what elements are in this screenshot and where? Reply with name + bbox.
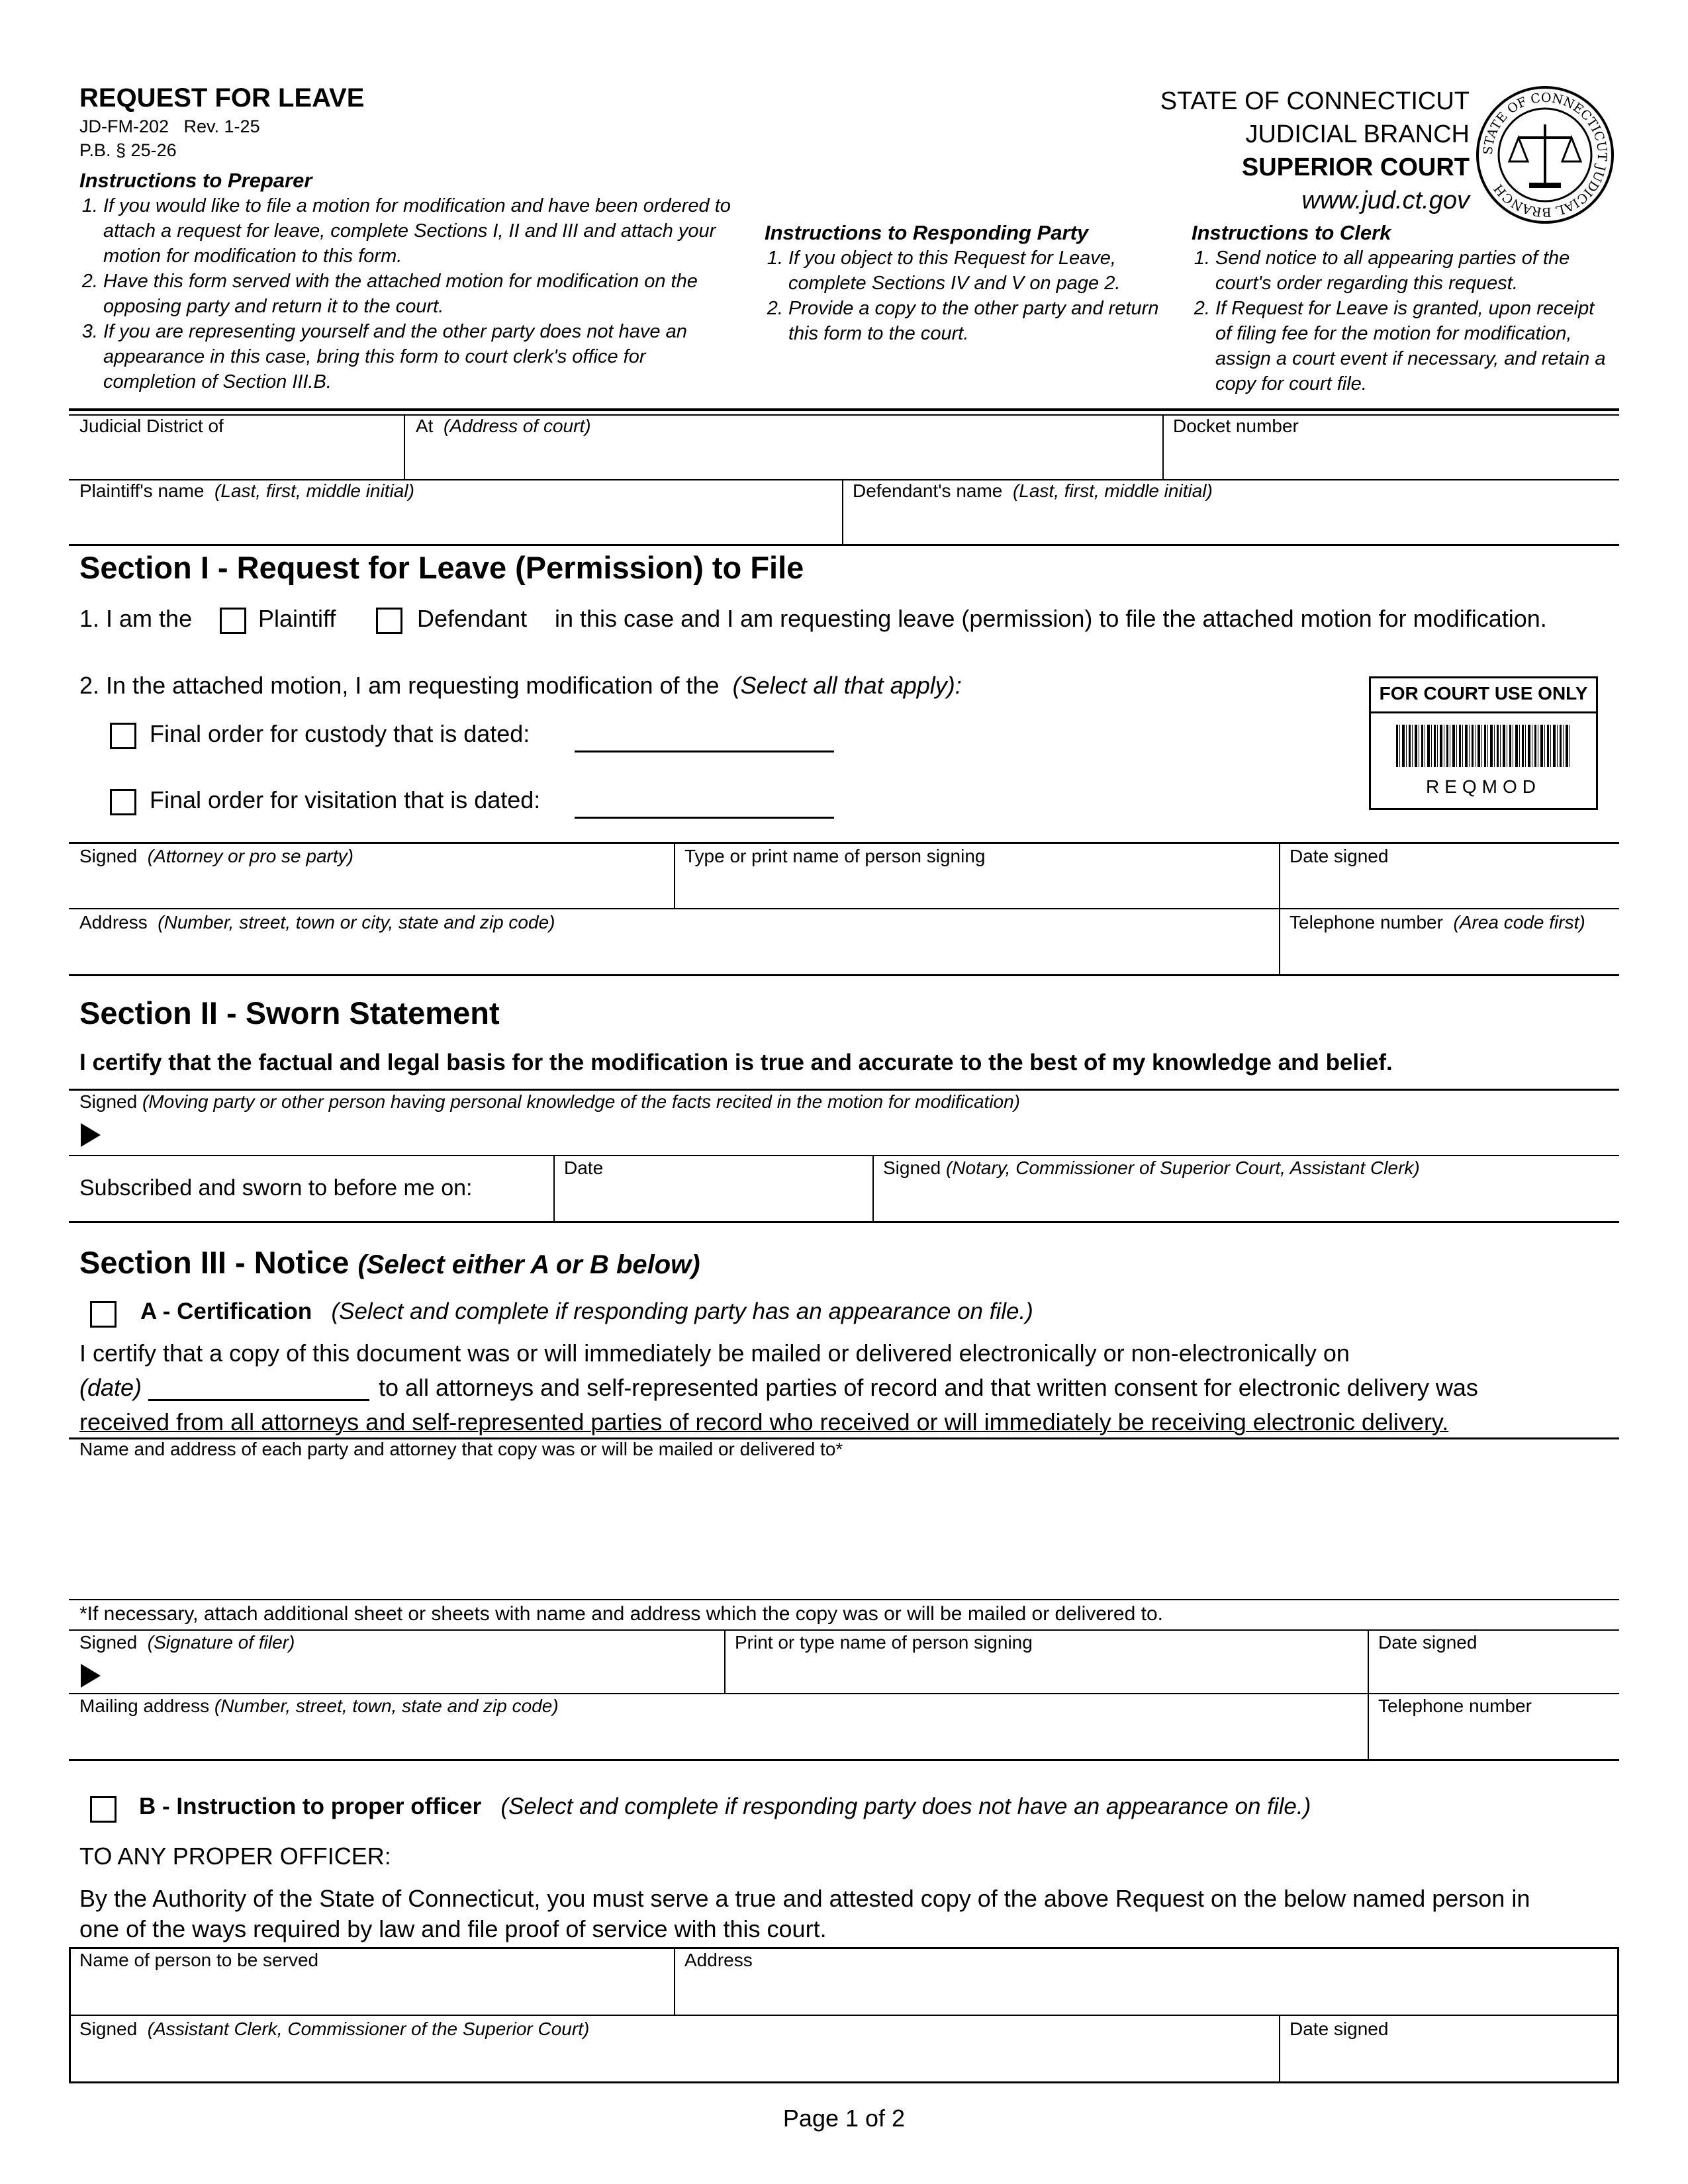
recipients-field[interactable]: [69, 1437, 1619, 1599]
docket-label: Docket number: [1173, 416, 1299, 436]
preparer-instruction: 1. If you would like to file a motion for modification and have been ordered to attach a request for leave, complete Sections I, II and III and attach your motion for modification to this form.: [103, 193, 741, 269]
responding-instruction: 1. If you object to this Request for Leave, complete Sections IV and V on page 2.: [788, 246, 1162, 296]
plaintiff-label-text: Plaintiff's name: [79, 480, 205, 501]
served-address-label: Address: [684, 1950, 753, 1970]
visitation-date-field[interactable]: [575, 817, 834, 819]
seal-text: STATE OF CONNECTICUT JUDICIAL BRANCH: [1480, 90, 1610, 220]
section-2-title: Section II - Sworn Statement: [79, 995, 500, 1030]
filer-signed-hint: (Signature of filer): [147, 1632, 295, 1653]
barcode: [1396, 725, 1571, 767]
served-address-field[interactable]: [675, 1948, 1618, 2015]
mailing-label-text: Mailing address: [79, 1696, 210, 1716]
notary-label: [883, 1158, 1420, 1179]
responding-instruction: 2. Provide a copy to the other party and return this form to the court.: [788, 296, 1162, 346]
filer-telephone-label: Telephone number: [1378, 1696, 1532, 1716]
notary-label-text: Signed: [883, 1158, 941, 1178]
address-label: [79, 912, 555, 933]
clerk-signed-label-text: Signed: [79, 2019, 138, 2039]
signed-hint: (Attorney or pro se party): [147, 846, 353, 866]
form-title: REQUEST FOR LEAVE: [79, 83, 365, 113]
visitation-checkbox[interactable]: [110, 789, 136, 815]
certification-date-label: (date): [79, 1374, 142, 1401]
barcode-text: REQMOD: [1426, 776, 1541, 797]
authority-text-2: one of the ways required by law and file proof of service with this court.: [79, 1915, 827, 1942]
filer-telephone-field[interactable]: [1369, 1693, 1619, 1759]
divider: [69, 1599, 1619, 1600]
divider: [69, 544, 1619, 546]
court-address-label: [416, 416, 591, 437]
authority-text-1: By the Authority of the State of Connecticut, you must serve a true and attested copy of the above Request on the below named person in: [79, 1885, 1530, 1912]
page-number: Page 1 of 2: [782, 2105, 906, 2132]
instructions-responding: [765, 220, 1162, 346]
sworn-signed-hint: (Moving party or other person having personal knowledge of the facts recited in the motion for modification): [142, 1091, 1021, 1112]
branch-name: JUDICIAL BRANCH: [1245, 120, 1470, 148]
clerk-signature-field[interactable]: [70, 2016, 1279, 2082]
q2-hint: (Select all that apply):: [732, 672, 962, 699]
date-signed-label: Date signed: [1289, 846, 1389, 866]
q1-suffix: in this case and I am requesting leave (permission) to file the attached motion for modification.: [555, 605, 1547, 632]
defendant-checkbox[interactable]: [376, 608, 402, 634]
option-a-title: A - Certification: [140, 1298, 312, 1324]
plaintiff-label: [79, 480, 414, 502]
visitation-option-label: Final order for visitation that is dated:: [150, 786, 541, 813]
court-name: SUPERIOR COURT: [1241, 154, 1470, 181]
person-served-label: Name of person to be served: [79, 1950, 319, 1970]
notary-hint: (Notary, Commissioner of Superior Court, Assistant Clerk): [945, 1158, 1420, 1178]
date-signed-field[interactable]: [1280, 842, 1619, 908]
certification-text-2: to all attorneys and self-represented parties of record and that written consent for electronic delivery was: [379, 1374, 1478, 1401]
defendant-label-text: Defendant's name: [853, 480, 1003, 501]
practice-book-ref: P.B. § 25-26: [79, 140, 177, 160]
clerk-signed-label: [79, 2019, 589, 2040]
instructions-preparer: [79, 168, 741, 394]
judicial-district-label: Judicial District of: [79, 416, 224, 436]
certification-checkbox[interactable]: [90, 1301, 117, 1328]
sworn-signature-field[interactable]: [69, 1089, 1619, 1155]
certification-text-1: I certify that a copy of this document was or will immediately be mailed or delivered electronically or non-electronically on: [79, 1340, 1350, 1367]
mailing-hint: (Number, street, town, state and zip code): [214, 1696, 559, 1716]
certification-text-3: received from all attorneys and self-represented parties of record who received or will immediately be receiving electronic delivery.: [79, 1408, 1449, 1435]
telephone-label: [1289, 912, 1585, 933]
clerk-date-label: Date signed: [1289, 2019, 1389, 2039]
address-label-text: Address: [79, 912, 148, 933]
recipients-label: Name and address of each party and attorney that copy was or will be mailed or delivered to*: [79, 1439, 843, 1459]
custody-checkbox[interactable]: [110, 723, 136, 749]
clerk-date-field[interactable]: [1280, 2016, 1618, 2082]
plaintiff-checkbox[interactable]: [220, 608, 246, 634]
section-3-title: [79, 1244, 700, 1281]
signed-label-text: Signed: [79, 846, 138, 866]
option-a-hint: (Select and complete if responding party has an appearance on file.): [331, 1298, 1033, 1324]
filer-signed-label: [79, 1632, 295, 1653]
sworn-signed-label: [79, 1091, 1020, 1113]
sworn-signed-label-text: Signed: [79, 1091, 138, 1112]
q2-prefix: 2. In the attached motion, I am requesting modification of the: [79, 672, 720, 699]
clerk-instruction: 1. Send notice to all appearing parties of the court's order regarding this request.: [1215, 246, 1615, 296]
print-name-field[interactable]: [675, 842, 1279, 908]
custody-option-label: Final order for custody that is dated:: [150, 720, 530, 747]
filer-date-label: Date signed: [1378, 1632, 1477, 1653]
option-b-title: B - Instruction to proper officer: [139, 1794, 482, 1819]
proper-officer-checkbox[interactable]: [90, 1796, 117, 1823]
court-use-box: [1369, 676, 1598, 810]
proper-officer-heading: TO ANY PROPER OFFICER:: [79, 1843, 391, 1870]
q1-prefix: 1. I am the: [79, 605, 193, 632]
divider: [69, 408, 1619, 411]
state-name: STATE OF CONNECTICUT: [1160, 87, 1470, 115]
person-served-field[interactable]: [70, 1948, 674, 2015]
preparer-instruction: 2. Have this form served with the attached motion for modification on the opposing party and return it to the court.: [103, 269, 741, 319]
telephone-label-text: Telephone number: [1289, 912, 1443, 933]
mailing-address-label: [79, 1696, 559, 1717]
instructions-preparer-title: Instructions to Preparer: [79, 169, 312, 192]
option-a-label: [140, 1298, 1033, 1325]
filer-signature-field[interactable]: [69, 1629, 724, 1693]
at-label: At: [416, 416, 434, 436]
signed-label: [79, 846, 353, 867]
court-header: [1160, 85, 1470, 217]
notary-signature-field[interactable]: [874, 1155, 1619, 1221]
filer-print-name-field[interactable]: [726, 1629, 1368, 1693]
website: www.jud.ct.gov: [1301, 187, 1470, 214]
defendant-name-field[interactable]: [843, 479, 1619, 544]
mailing-address-field[interactable]: [69, 1693, 1368, 1759]
divider: [69, 1221, 1619, 1223]
signed-field[interactable]: [69, 842, 674, 908]
judicial-seal: [1475, 85, 1615, 225]
instructions-clerk: [1192, 220, 1615, 396]
divider: [69, 1759, 1619, 1761]
footnote: *If necessary, attach additional sheet or sheets with name and address which the copy was or will be mailed or delivered to.: [79, 1603, 1163, 1625]
sworn-date-field[interactable]: [555, 1155, 872, 1221]
plaintiff-name-field[interactable]: [69, 479, 842, 544]
defendant-option-label: Defendant: [417, 605, 528, 632]
clerk-instruction: 2. If Request for Leave is granted, upon receipt of filing fee for the motion for modification, assign a court event if necessary, and retain a copy for court file.: [1215, 296, 1615, 396]
form-revision: Rev. 1-25: [183, 116, 260, 136]
plaintiff-option-label: Plaintiff: [258, 605, 336, 632]
judicial-district-field[interactable]: [69, 414, 404, 479]
sworn-date-label: Date: [564, 1158, 604, 1178]
preparer-instruction: 3. If you are representing yourself and the other party does not have an appearance in this case, bring this form to court clerk's office for completion of Section III.B.: [103, 319, 741, 394]
address-hint: (Number, street, town or city, state and zip code): [158, 912, 555, 933]
at-hint: (Address of court): [444, 416, 591, 436]
subscribed-label: Subscribed and sworn to before me on:: [79, 1175, 473, 1201]
form-number-code: JD-FM-202: [79, 116, 169, 136]
telephone-field[interactable]: [1280, 908, 1619, 974]
sign-here-arrow-icon: [81, 1123, 101, 1147]
section-3-title-text: Section III - Notice: [79, 1245, 350, 1280]
telephone-hint: (Area code first): [1453, 912, 1585, 933]
print-name-label: Type or print name of person signing: [684, 846, 986, 866]
defendant-label: [853, 480, 1213, 502]
certification-date-field[interactable]: [148, 1399, 369, 1401]
option-b-label: [139, 1794, 1311, 1820]
form-number: [79, 116, 260, 137]
option-b-hint: (Select and complete if responding party does not have an appearance on file.): [500, 1794, 1311, 1819]
court-address-field[interactable]: [405, 414, 1162, 479]
filer-signed-label-text: Signed: [79, 1632, 138, 1653]
address-field[interactable]: [69, 908, 1279, 974]
plaintiff-hint: (Last, first, middle initial): [214, 480, 414, 501]
filer-print-name-label: Print or type name of person signing: [735, 1632, 1033, 1653]
q2-label: [79, 672, 962, 700]
filer-date-field[interactable]: [1369, 1629, 1619, 1693]
clerk-signed-hint: (Assistant Clerk, Commissioner of the Superior Court): [147, 2019, 590, 2039]
sign-here-arrow-icon: [81, 1664, 101, 1688]
court-use-label: FOR COURT USE ONLY: [1371, 678, 1596, 713]
section-1-title: Section I - Request for Leave (Permission) to File: [79, 550, 804, 585]
sworn-certify: I certify that the factual and legal basis for the modification is true and accurate to the best of my knowledge and belief.: [79, 1050, 1393, 1075]
instructions-clerk-title: Instructions to Clerk: [1192, 221, 1391, 244]
custody-date-field[interactable]: [575, 751, 834, 752]
docket-number-field[interactable]: [1164, 414, 1619, 479]
instructions-responding-title: Instructions to Responding Party: [765, 221, 1089, 244]
section-3-hint: (Select either A or B below): [357, 1250, 700, 1279]
divider: [69, 974, 1619, 976]
defendant-hint: (Last, first, middle initial): [1012, 480, 1213, 501]
